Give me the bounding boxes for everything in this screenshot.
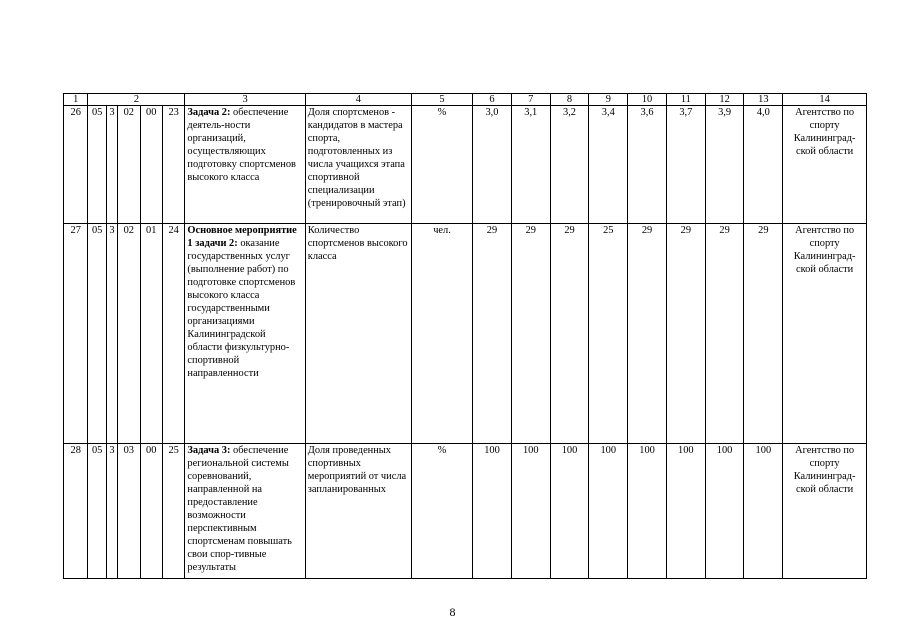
code-cell: 02	[118, 106, 140, 224]
code-cell: 01	[140, 224, 162, 444]
table-row	[64, 444, 867, 579]
value-cell: 29	[628, 224, 667, 444]
value-cell: 100	[511, 444, 550, 579]
code-cell: 05	[88, 224, 106, 444]
header-cell: 2	[88, 94, 185, 106]
value-cell: 4,0	[744, 106, 783, 224]
value-cell: 100	[550, 444, 589, 579]
header-cell: 3	[185, 94, 305, 106]
header-cell: 6	[473, 94, 512, 106]
header-cell: 7	[511, 94, 550, 106]
table-row	[64, 224, 867, 444]
code-cell: 25	[162, 444, 184, 579]
value-cell: 3,6	[628, 106, 667, 224]
value-cell: 29	[550, 224, 589, 444]
indicator-cell: Доля спортсменов - кандидатов в мастера спорта, подготовленных из числа учащихся этапа спортивной специализации (тренировочный этап)	[305, 106, 411, 224]
unit-cell: %	[411, 444, 472, 579]
task-description: оказание государственных услуг (выполнение работ) по подготовке спортсменов высокого класса государственными организациями Калининградской области физкультурно-спортивной направленности	[187, 238, 296, 379]
code-cell: 23	[162, 106, 184, 224]
page-number: 8	[449, 605, 456, 619]
header-cell: 12	[705, 94, 744, 106]
value-cell: 3,1	[511, 106, 550, 224]
value-cell: 25	[589, 224, 628, 444]
value-cell: 100	[589, 444, 628, 579]
indicator-cell: Количество спортсменов высокого класса	[305, 224, 411, 444]
value-cell: 100	[666, 444, 705, 579]
task-description: обеспечение деятель-ности организаций, осуществляющих подготовку спортсменов высокого класса	[187, 107, 296, 183]
value-cell: 3,4	[589, 106, 628, 224]
unit-cell: %	[411, 106, 472, 224]
value-cell: 3,2	[550, 106, 589, 224]
task-cell	[185, 106, 305, 224]
row-number: 26	[64, 106, 88, 224]
code-cell: 05	[88, 444, 106, 579]
header-cell: 5	[411, 94, 472, 106]
table-row	[64, 106, 867, 224]
row-number: 28	[64, 444, 88, 579]
task-cell	[185, 224, 305, 444]
program-indicators-table	[63, 93, 867, 579]
value-cell: 29	[511, 224, 550, 444]
code-cell: 3	[106, 444, 117, 579]
value-cell: 29	[744, 224, 783, 444]
unit-cell: чел.	[411, 224, 472, 444]
code-cell: 24	[162, 224, 184, 444]
header-cell: 9	[589, 94, 628, 106]
value-cell: 100	[705, 444, 744, 579]
code-cell: 3	[106, 106, 117, 224]
value-cell: 29	[705, 224, 744, 444]
header-cell: 4	[305, 94, 411, 106]
value-cell: 29	[473, 224, 512, 444]
agency-cell: Агентство по спорту Калининград-ской области	[783, 444, 867, 579]
header-cell: 11	[666, 94, 705, 106]
code-cell: 05	[88, 106, 106, 224]
agency-cell: Агентство по спорту Калининград-ской области	[783, 106, 867, 224]
indicator-cell: Доля проведенных спортивных мероприятий от числа запланированных	[305, 444, 411, 579]
code-cell: 00	[140, 106, 162, 224]
value-cell: 29	[666, 224, 705, 444]
value-cell: 100	[628, 444, 667, 579]
value-cell: 3,7	[666, 106, 705, 224]
header-cell: 8	[550, 94, 589, 106]
task-title: Задача 2:	[187, 107, 231, 118]
value-cell: 3,9	[705, 106, 744, 224]
task-title: Задача 3:	[187, 445, 231, 456]
header-cell: 13	[744, 94, 783, 106]
task-cell	[185, 444, 305, 579]
code-cell: 03	[118, 444, 140, 579]
row-number: 27	[64, 224, 88, 444]
header-cell: 1	[64, 94, 88, 106]
header-cell: 14	[783, 94, 867, 106]
task-description: обеспечение региональной системы соревнований, направленной на предоставление возможности перспективным спортсменам повышать свои спор-тивные результаты	[187, 445, 292, 573]
value-cell: 100	[473, 444, 512, 579]
code-cell: 3	[106, 224, 117, 444]
header-cell: 10	[628, 94, 667, 106]
task-title: Основное мероприятие 1 задачи 2:	[187, 225, 297, 249]
value-cell: 3,0	[473, 106, 512, 224]
agency-cell: Агентство по спорту Калининград-ской области	[783, 224, 867, 444]
value-cell: 100	[744, 444, 783, 579]
header-row	[64, 94, 867, 106]
code-cell: 00	[140, 444, 162, 579]
code-cell: 02	[118, 224, 140, 444]
